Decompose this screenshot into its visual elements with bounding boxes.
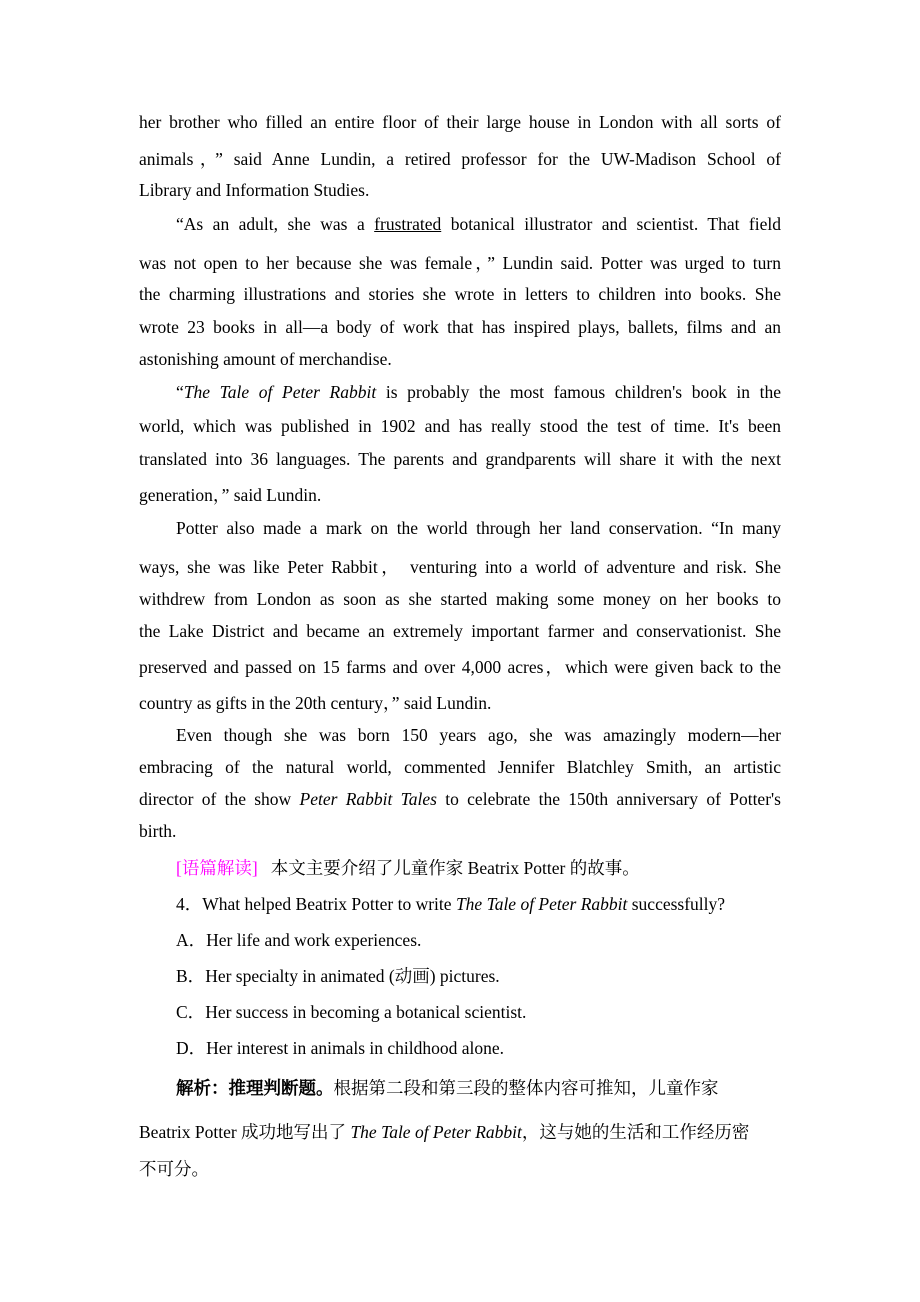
option-c: C．Her success in becoming a botanical scientist.: [176, 1002, 527, 1022]
paragraph-line: generation，” said Lundin.: [139, 485, 322, 505]
paragraph-line: astonishing amount of merchandise.: [139, 349, 392, 369]
paragraph-line: world, which was published in 1902 and has really stood the test of time. It's been: [139, 416, 781, 436]
analysis-label: 解析：推理判断题。: [176, 1078, 334, 1098]
paragraph-line: wrote 23 books in all—a body of work that has inspired plays, ballets, films and an: [139, 317, 781, 337]
book-title: The Tale of Peter Rabbit: [183, 382, 377, 402]
analysis-line: Beatrix Potter 成功地写出了 The Tale of Peter Rabbit，这与她的生活和工作经历密: [139, 1122, 750, 1142]
paragraph-line: translated into 36 languages. The parents and grandparents will share it with the next: [139, 449, 781, 469]
paragraph-line: animals，” said Anne Lundin, a retired professor for the UW-Madison School of: [139, 149, 781, 169]
show-title: Peter Rabbit Tales: [299, 789, 437, 809]
option-d: D．Her interest in animals in childhood alone.: [176, 1038, 505, 1058]
paragraph-line: Potter also made a mark on the world through her land conservation. “In many: [176, 518, 781, 538]
paragraph-line: “The Tale of Peter Rabbit is probably the most famous children's book in the: [176, 382, 781, 402]
paragraph-line: the Lake District and became an extremely important farmer and conservationist. She: [139, 621, 781, 641]
paragraph-line: embracing of the natural world, commented Jennifer Blatchley Smith, an artistic: [139, 757, 781, 777]
summary-line: [176, 855, 640, 880]
paragraph-line: was not open to her because she was female，” Lundin said. Potter was urged to turn: [139, 253, 781, 273]
paragraph-line: country as gifts in the 20th century，” said Lundin.: [139, 693, 492, 713]
analysis-line: 解析：推理判断题。根据第二段和第三段的整体内容可推知，儿童作家: [176, 1078, 719, 1098]
option-b: B．Her specialty in animated (动画) pictures.: [176, 966, 500, 986]
question-stem: 4．What helped Beatrix Potter to write The Tale of Peter Rabbit successfully?: [176, 894, 726, 914]
paragraph-line: her brother who filled an entire floor of their large house in London with all sorts of: [139, 112, 781, 132]
paragraph-line: Even though she was born 150 years ago, she was amazingly modern—her: [176, 725, 781, 745]
summary-tag: [语篇解读]: [176, 858, 258, 878]
summary-text: 本文主要介绍了儿童作家 Beatrix Potter 的故事。: [270, 858, 640, 878]
option-a: A．Her life and work experiences.: [176, 930, 422, 950]
analysis-line: 不可分。: [139, 1159, 209, 1179]
paragraph-line: Library and Information Studies.: [139, 180, 370, 200]
paragraph-line: the charming illustrations and stories she wrote in letters to children into books. She: [139, 284, 781, 304]
paragraph-line: preserved and passed on 15 farms and over 4,000 acres，which were given back to the: [139, 657, 781, 677]
paragraph-line: “As an adult, she was a frustrated botanical illustrator and scientist. That field: [176, 214, 781, 234]
paragraph-line: birth.: [139, 821, 177, 841]
paragraph-line: director of the show Peter Rabbit Tales to celebrate the 150th anniversary of Potter's: [139, 789, 781, 809]
underlined-word: frustrated: [374, 214, 442, 234]
paragraph-line: withdrew from London as soon as she started making some money on her books to: [139, 589, 781, 609]
paragraph-line: ways, she was like Peter Rabbit， venturing into a world of adventure and risk. She: [139, 557, 781, 577]
